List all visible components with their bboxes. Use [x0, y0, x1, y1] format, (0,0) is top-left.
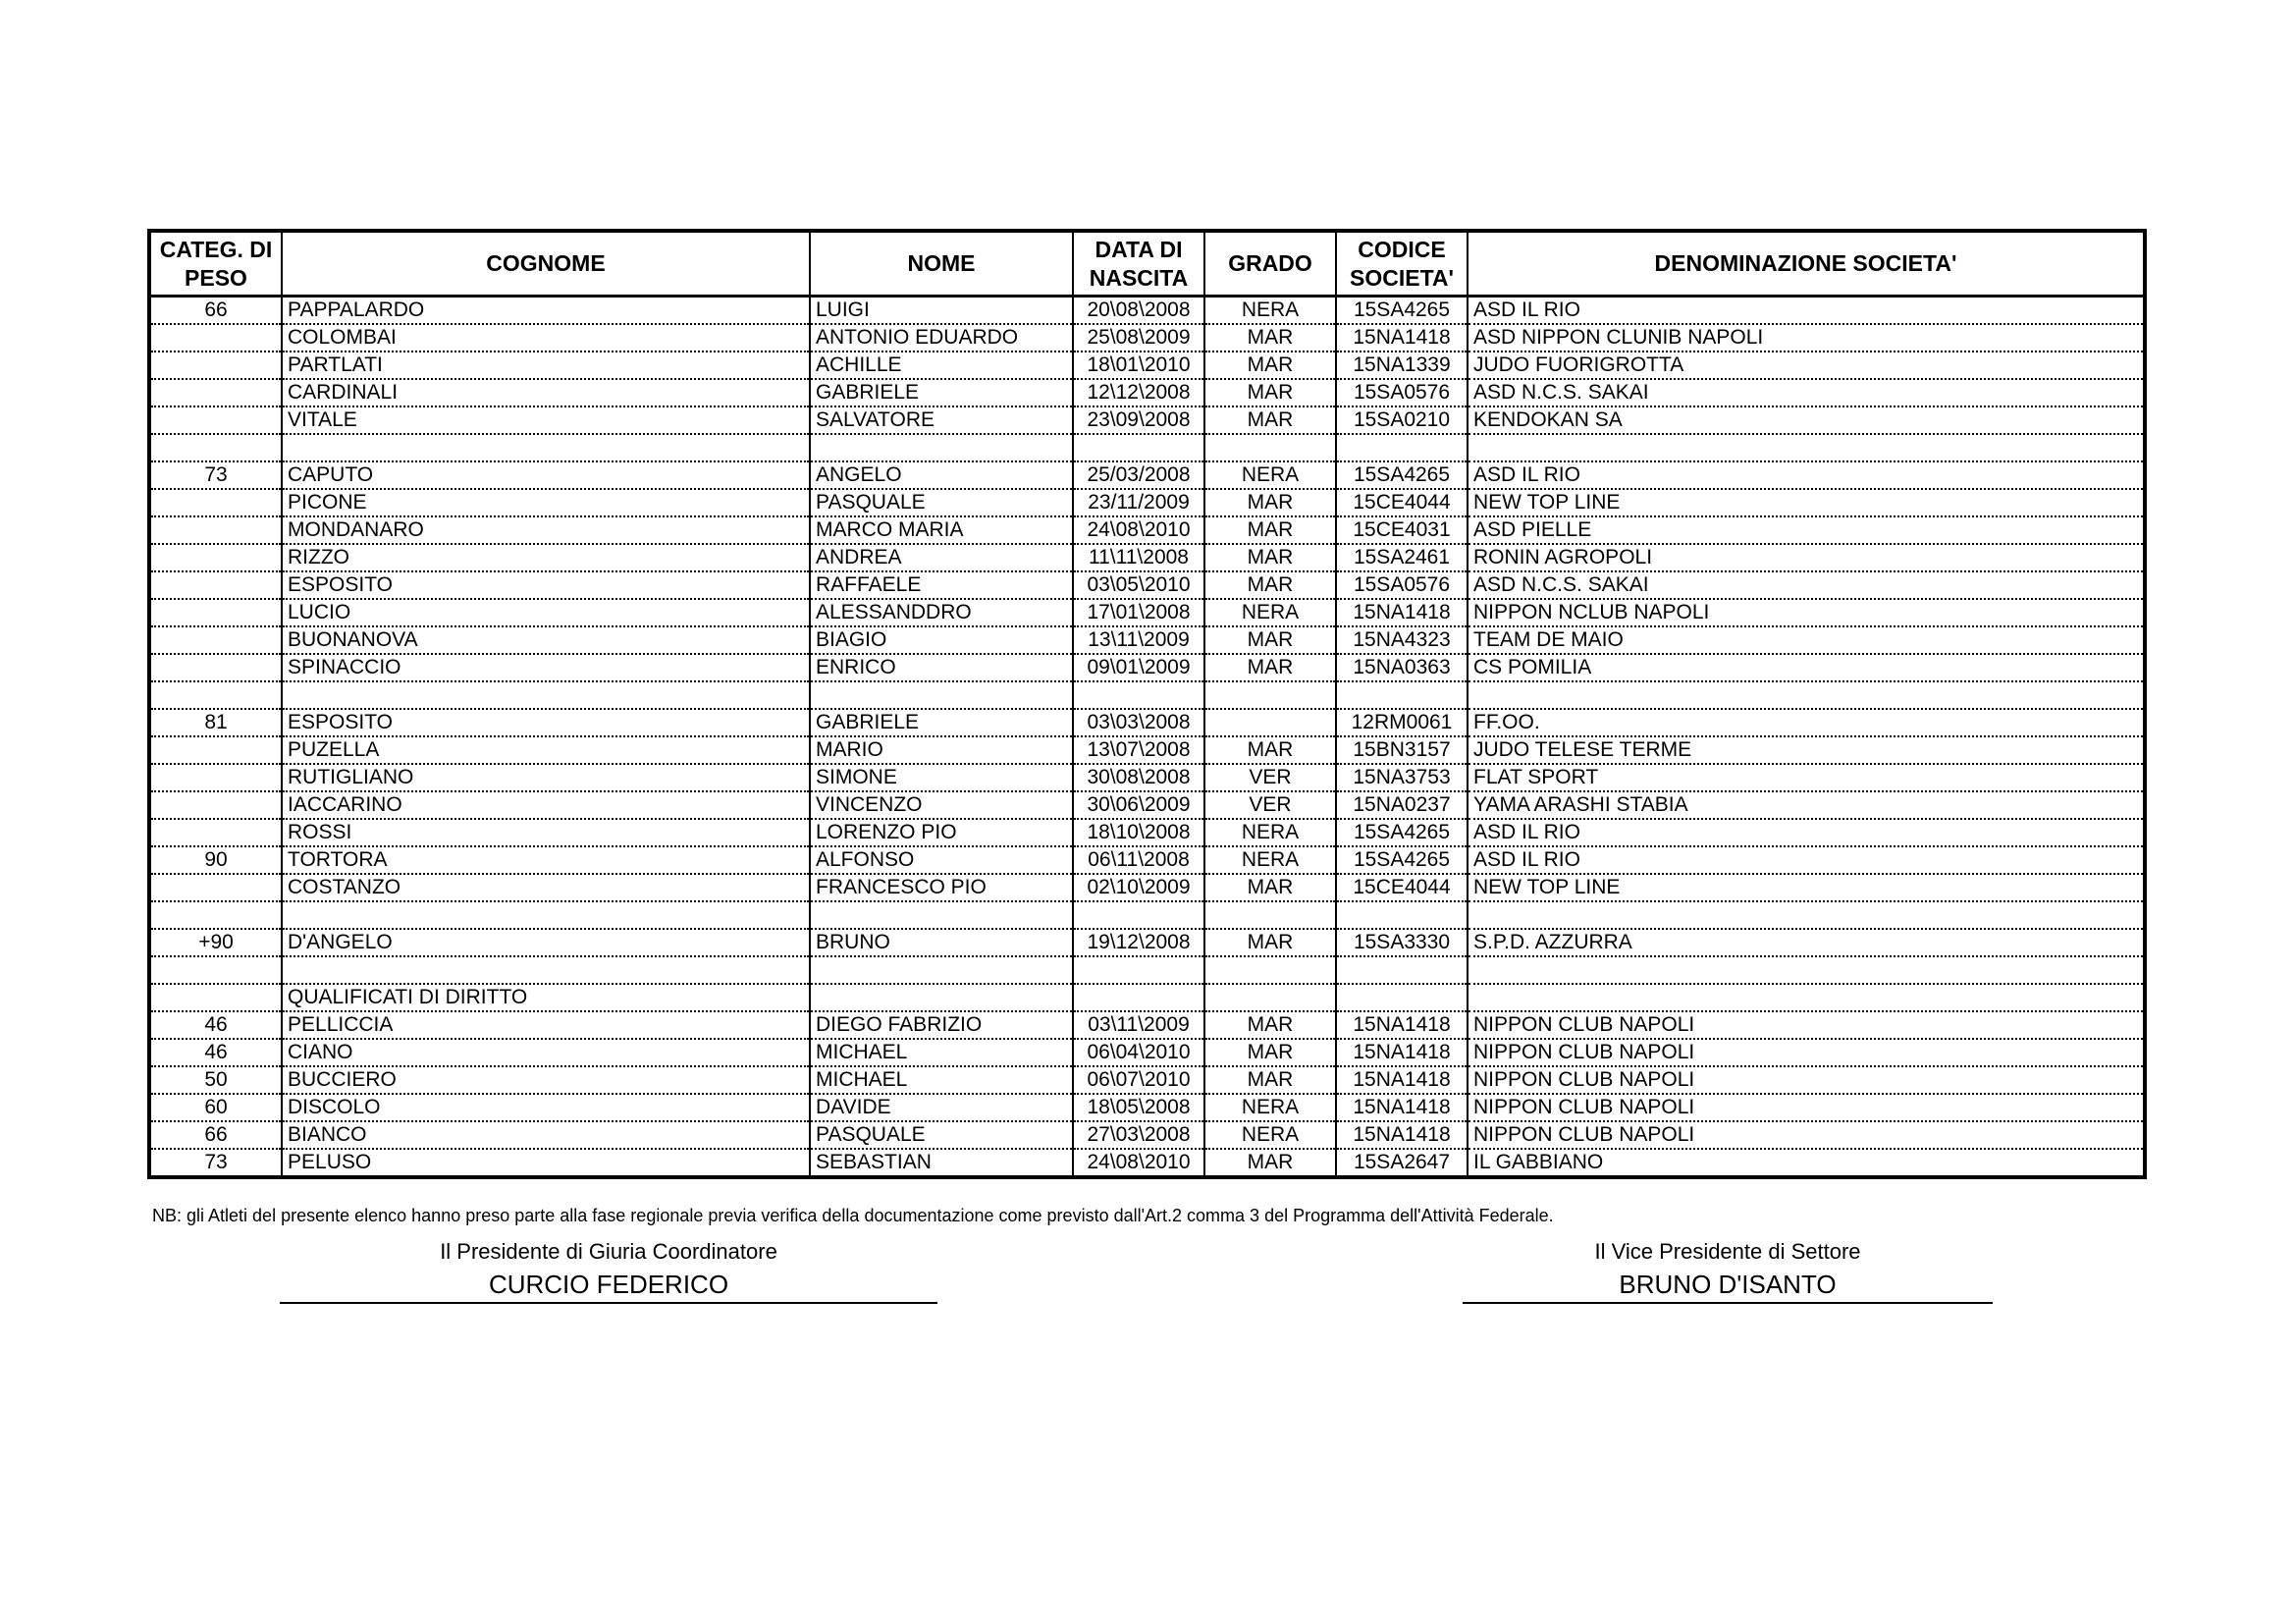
table-row	[151, 1066, 2143, 1094]
cell-grado	[1204, 681, 1336, 709]
signature-name-right: BRUNO D'ISANTO	[1463, 1269, 1993, 1304]
cell-cognome: VITALE	[282, 406, 810, 434]
table-row	[151, 874, 2143, 901]
cell-data-nascita: 03\11\2009	[1073, 1011, 1204, 1039]
cell-nome: ANGELO	[810, 461, 1073, 489]
cell-peso	[151, 379, 282, 406]
table-row	[151, 1011, 2143, 1039]
cell-codice: 15NA1418	[1336, 1121, 1468, 1149]
cell-societa: JUDO FUORIGROTTA	[1468, 352, 2143, 379]
header-codice-societa: CODICE SOCIETA'	[1336, 233, 1468, 297]
cell-peso: 81	[151, 709, 282, 736]
table-row	[151, 352, 2143, 379]
cell-data-nascita: 23\09\2008	[1073, 406, 1204, 434]
cell-codice: 15SA0576	[1336, 571, 1468, 599]
cell-cognome	[282, 681, 810, 709]
cell-nome: MARIO	[810, 736, 1073, 764]
cell-peso: 73	[204, 1151, 228, 1173]
table-row	[151, 984, 2143, 1011]
cell-codice	[1336, 984, 1468, 1011]
cell-peso	[151, 956, 282, 984]
cell-cognome: ESPOSITO	[282, 709, 810, 736]
cell-codice	[1336, 681, 1468, 709]
cell-data-nascita: 24\08\2010	[1073, 516, 1204, 544]
cell-societa: ASD PIELLE	[1468, 516, 2143, 544]
cell-peso	[151, 324, 282, 352]
cell-societa: ASD N.C.S. SAKAI	[1468, 571, 2143, 599]
cell-grado: NERA	[1204, 297, 1336, 325]
cell-peso: 90	[151, 846, 282, 874]
cell-societa: ASD IL RIO	[1468, 297, 2143, 325]
cell-peso: 50	[151, 1066, 282, 1094]
cell-codice: 15SA3330	[1336, 929, 1468, 956]
cell-cognome: D'ANGELO	[282, 929, 810, 956]
cell-data-nascita: 13\07\2008	[1073, 736, 1204, 764]
cell-codice: 15NA0363	[1336, 654, 1468, 681]
table-row	[151, 1039, 2143, 1066]
signature-name-left: CURCIO FEDERICO	[280, 1269, 937, 1304]
cell-societa: NIPPON CLUB NAPOLI	[1468, 1011, 2143, 1039]
cell-codice	[1336, 956, 1468, 984]
cell-nome: MICHAEL	[810, 1066, 1073, 1094]
table-header-row	[151, 233, 2143, 297]
table-row	[151, 489, 2143, 516]
cell-nome: DAVIDE	[810, 1094, 1073, 1121]
cell-data-nascita: 20\08\2008	[1073, 297, 1204, 325]
cell-nome: DIEGO FABRIZIO	[810, 1011, 1073, 1039]
cell-grado: MAR	[1204, 406, 1336, 434]
cell-codice: 15NA4323	[1336, 626, 1468, 654]
cell-peso: 60	[151, 1094, 282, 1121]
cell-nome: GABRIELE	[810, 379, 1073, 406]
cell-grado: MAR	[1204, 571, 1336, 599]
cell-nome: LUIGI	[810, 297, 1073, 325]
table-row	[151, 1149, 2143, 1175]
cell-grado: NERA	[1204, 599, 1336, 626]
cell-grado: MAR	[1204, 1149, 1336, 1175]
cell-peso	[151, 406, 282, 434]
cell-codice: 15NA1418	[1336, 599, 1468, 626]
cell-grado	[1204, 434, 1336, 461]
cell-nome: GABRIELE	[810, 709, 1073, 736]
cell-peso	[151, 516, 282, 544]
header-categ-peso: CATEG. DI PESO	[151, 233, 282, 297]
cell-data-nascita: 03\03\2008	[1073, 709, 1204, 736]
cell-data-nascita: 06\04\2010	[1073, 1039, 1204, 1066]
cell-codice: 15NA3753	[1336, 764, 1468, 791]
table-row	[151, 544, 2143, 571]
cell-data-nascita: 18\10\2008	[1073, 819, 1204, 846]
cell-societa: FLAT SPORT	[1468, 764, 2143, 791]
cell-peso	[151, 599, 282, 626]
cell-data-nascita: 27\03\2008	[1073, 1121, 1204, 1149]
cell-grado: MAR	[1204, 654, 1336, 681]
cell-peso: 66	[151, 297, 282, 325]
header-cognome: COGNOME	[282, 233, 810, 297]
cell-data-nascita: 03\05\2010	[1073, 571, 1204, 599]
cell-nome	[810, 681, 1073, 709]
table-row	[151, 516, 2143, 544]
cell-cognome	[282, 901, 810, 929]
cell-grado: VER	[1204, 764, 1336, 791]
cell-codice: 15SA0576	[1336, 379, 1468, 406]
cell-peso	[151, 901, 282, 929]
cell-cognome: DISCOLO	[282, 1094, 810, 1121]
cell-data-nascita	[1073, 984, 1204, 1011]
cell-grado: MAR	[1204, 736, 1336, 764]
cell-grado: MAR	[1204, 489, 1336, 516]
cell-cognome: IACCARINO	[282, 791, 810, 819]
cell-societa: ASD IL RIO	[1468, 819, 2143, 846]
cell-cognome: COLOMBAI	[282, 324, 810, 352]
cell-societa: FF.OO.	[1468, 709, 2143, 736]
cell-codice: 15CE4044	[1336, 874, 1468, 901]
cell-data-nascita: 30\08\2008	[1073, 764, 1204, 791]
signature-block-right	[1463, 1239, 1993, 1304]
table-row	[151, 901, 2143, 929]
cell-cognome: BIANCO	[282, 1121, 810, 1149]
header-denominazione-societa: DENOMINAZIONE SOCIETA'	[1468, 233, 2143, 297]
cell-cognome: CIANO	[282, 1039, 810, 1066]
cell-grado: MAR	[1204, 1011, 1336, 1039]
cell-codice: 12RM0061	[1336, 709, 1468, 736]
athlete-table-frame	[147, 229, 2147, 1179]
cell-societa: TEAM DE MAIO	[1468, 626, 2143, 654]
cell-grado: NERA	[1204, 1094, 1336, 1121]
cell-data-nascita: 19\12\2008	[1073, 929, 1204, 956]
header-nome: NOME	[810, 233, 1073, 297]
cell-nome: LORENZO PIO	[810, 819, 1073, 846]
cell-data-nascita: 17\01\2008	[1073, 599, 1204, 626]
cell-societa	[1468, 956, 2143, 984]
cell-societa: NIPPON CLUB NAPOLI	[1468, 1066, 2143, 1094]
cell-societa: RONIN AGROPOLI	[1468, 544, 2143, 571]
cell-societa: CS POMILIA	[1468, 654, 2143, 681]
cell-codice: 15NA1418	[1336, 1066, 1468, 1094]
cell-grado: NERA	[1204, 846, 1336, 874]
cell-cognome	[282, 434, 810, 461]
cell-codice: 15NA1418	[1336, 1011, 1468, 1039]
cell-data-nascita	[1073, 434, 1204, 461]
cell-grado	[1204, 984, 1336, 1011]
cell-nome: VINCENZO	[810, 791, 1073, 819]
cell-grado: MAR	[1204, 544, 1336, 571]
cell-peso: +90	[151, 929, 282, 956]
cell-cognome: ROSSI	[282, 819, 810, 846]
cell-peso	[151, 764, 282, 791]
cell-grado	[1204, 901, 1336, 929]
cell-societa: S.P.D. AZZURRA	[1468, 929, 2143, 956]
cell-codice: 15NA0237	[1336, 791, 1468, 819]
cell-societa: NIPPON CLUB NAPOLI	[1468, 1121, 2143, 1149]
table-row	[151, 736, 2143, 764]
cell-societa: NEW TOP LINE	[1468, 874, 2143, 901]
cell-cognome: TORTORA	[282, 846, 810, 874]
cell-cognome: PARTLATI	[282, 352, 810, 379]
cell-peso	[151, 571, 282, 599]
cell-cognome: SPINACCIO	[282, 654, 810, 681]
cell-cognome: PAPPALARDO	[282, 297, 810, 325]
cell-grado: MAR	[1204, 929, 1336, 956]
cell-grado: MAR	[1204, 1039, 1336, 1066]
cell-cognome: QUALIFICATI DI DIRITTO	[282, 984, 810, 1011]
table-row	[151, 819, 2143, 846]
cell-codice: 15SA4265	[1336, 461, 1468, 489]
footnote: NB: gli Atleti del presente elenco hanno preso parte alla fase regionale previa verifica della documentazione come previsto dall'Art.2 comma 3 del Programma dell'Attività Federale.	[152, 1206, 1554, 1225]
cell-codice	[1336, 434, 1468, 461]
cell-codice: 15SA4265	[1336, 297, 1468, 325]
table-row	[151, 1121, 2143, 1149]
cell-societa: NIPPON CLUB NAPOLI	[1468, 1094, 2143, 1121]
cell-peso	[151, 544, 282, 571]
cell-codice: 15SA2461	[1336, 544, 1468, 571]
cell-peso	[151, 352, 282, 379]
cell-grado: NERA	[1204, 819, 1336, 846]
cell-peso: 73	[151, 461, 282, 489]
table-body	[151, 297, 2143, 1176]
cell-societa	[1468, 901, 2143, 929]
table-row	[151, 791, 2143, 819]
table-row	[151, 956, 2143, 984]
header-data-nascita: DATA DI NASCITA	[1073, 233, 1204, 297]
cell-codice: 15SA2647	[1336, 1149, 1468, 1175]
cell-codice: 15SA0210	[1336, 406, 1468, 434]
cell-peso	[151, 434, 282, 461]
table-row	[151, 324, 2143, 352]
cell-data-nascita: 13\11\2009	[1073, 626, 1204, 654]
table-row	[151, 654, 2143, 681]
cell-cognome: CARDINALI	[282, 379, 810, 406]
cell-societa	[1468, 984, 2143, 1011]
cell-nome: ACHILLE	[810, 352, 1073, 379]
table-row	[151, 461, 2143, 489]
cell-grado: MAR	[1204, 324, 1336, 352]
table-row	[151, 1094, 2143, 1121]
cell-societa	[1468, 434, 2143, 461]
cell-codice: 15NA1418	[1336, 1039, 1468, 1066]
cell-grado	[1204, 709, 1336, 736]
cell-societa: ASD N.C.S. SAKAI	[1468, 379, 2143, 406]
cell-cognome: PELUSO	[282, 1149, 810, 1175]
cell-cognome: PICONE	[282, 489, 810, 516]
cell-societa: ASD IL RIO	[1468, 461, 2143, 489]
cell-societa: IL GABBIANO	[1468, 1149, 2143, 1175]
cell-nome: SEBASTIAN	[810, 1149, 1073, 1175]
cell-grado: NERA	[1204, 461, 1336, 489]
cell-codice: 15BN3157	[1336, 736, 1468, 764]
cell-data-nascita: 25/03/2008	[1073, 461, 1204, 489]
cell-cognome: BUONANOVA	[282, 626, 810, 654]
signature-title-left: Il Presidente di Giuria Coordinatore	[440, 1239, 777, 1264]
cell-nome: SIMONE	[810, 764, 1073, 791]
cell-peso	[151, 819, 282, 846]
cell-cognome	[282, 956, 810, 984]
cell-codice: 15SA4265	[1336, 846, 1468, 874]
cell-nome: RAFFAELE	[810, 571, 1073, 599]
cell-peso: 66	[151, 1121, 282, 1149]
cell-codice: 15NA1418	[1336, 324, 1468, 352]
cell-codice	[1336, 901, 1468, 929]
cell-peso: 46	[151, 1039, 282, 1066]
cell-cognome: PELLICCIA	[282, 1011, 810, 1039]
table-row	[151, 599, 2143, 626]
cell-peso	[151, 791, 282, 819]
cell-codice: 15CE4044	[1336, 489, 1468, 516]
cell-grado: MAR	[1204, 352, 1336, 379]
cell-nome: ALFONSO	[810, 846, 1073, 874]
cell-cognome: ESPOSITO	[282, 571, 810, 599]
cell-nome: ANDREA	[810, 544, 1073, 571]
cell-peso: 46	[151, 1011, 282, 1039]
cell-data-nascita: 06\07\2010	[1073, 1066, 1204, 1094]
signature-title-right: Il Vice Presidente di Settore	[1594, 1239, 1861, 1264]
table-row	[151, 434, 2143, 461]
table-row	[151, 681, 2143, 709]
cell-data-nascita: 24\08\2010	[1073, 1149, 1204, 1175]
cell-societa: YAMA ARASHI STABIA	[1468, 791, 2143, 819]
cell-nome: PASQUALE	[810, 489, 1073, 516]
cell-societa: NIPPON CLUB NAPOLI	[1468, 1039, 2143, 1066]
cell-societa: KENDOKAN SA	[1468, 406, 2143, 434]
cell-data-nascita	[1073, 901, 1204, 929]
cell-grado: VER	[1204, 791, 1336, 819]
cell-peso	[151, 654, 282, 681]
cell-cognome: CAPUTO	[282, 461, 810, 489]
table-row	[151, 709, 2143, 736]
cell-data-nascita: 09\01\2009	[1073, 654, 1204, 681]
cell-nome: MARCO MARIA	[810, 516, 1073, 544]
cell-societa	[1468, 681, 2143, 709]
cell-nome: ENRICO	[810, 654, 1073, 681]
cell-codice: 15SA4265	[1336, 819, 1468, 846]
cell-cognome: RIZZO	[282, 544, 810, 571]
cell-grado: MAR	[1204, 874, 1336, 901]
cell-societa: NEW TOP LINE	[1468, 489, 2143, 516]
cell-societa: JUDO TELESE TERME	[1468, 736, 2143, 764]
cell-nome: MICHAEL	[810, 1039, 1073, 1066]
cell-societa: ASD IL RIO	[1468, 846, 2143, 874]
table-row	[151, 846, 2143, 874]
table-row	[151, 571, 2143, 599]
table-row	[151, 929, 2143, 956]
cell-data-nascita	[1073, 956, 1204, 984]
cell-grado: MAR	[1204, 516, 1336, 544]
cell-nome: BIAGIO	[810, 626, 1073, 654]
table-row	[151, 379, 2143, 406]
cell-nome	[810, 901, 1073, 929]
header-grado: GRADO	[1204, 233, 1336, 297]
table-row	[151, 626, 2143, 654]
cell-data-nascita: 06\11\2008	[1073, 846, 1204, 874]
cell-codice: 15NA1418	[1336, 1094, 1468, 1121]
table-row	[151, 297, 2143, 325]
cell-data-nascita: 30\06\2009	[1073, 791, 1204, 819]
cell-data-nascita: 18\05\2008	[1073, 1094, 1204, 1121]
cell-cognome: PUZELLA	[282, 736, 810, 764]
signature-block-left	[280, 1239, 937, 1304]
cell-data-nascita: 18\01\2010	[1073, 352, 1204, 379]
cell-nome	[810, 984, 1073, 1011]
cell-nome: ALESSANDDRO	[810, 599, 1073, 626]
cell-grado: MAR	[1204, 626, 1336, 654]
cell-peso	[151, 681, 282, 709]
cell-peso	[151, 736, 282, 764]
cell-data-nascita: 11\11\2008	[1073, 544, 1204, 571]
cell-peso	[151, 984, 282, 1011]
cell-nome: FRANCESCO PIO	[810, 874, 1073, 901]
cell-peso	[151, 489, 282, 516]
cell-cognome: MONDANARO	[282, 516, 810, 544]
cell-nome	[810, 956, 1073, 984]
cell-grado: MAR	[1204, 1066, 1336, 1094]
cell-nome	[810, 434, 1073, 461]
cell-cognome: BUCCIERO	[282, 1066, 810, 1094]
cell-data-nascita: 23/11/2009	[1073, 489, 1204, 516]
cell-nome: SALVATORE	[810, 406, 1073, 434]
cell-peso	[151, 626, 282, 654]
cell-codice: 15CE4031	[1336, 516, 1468, 544]
cell-cognome: LUCIO	[282, 599, 810, 626]
cell-nome: PASQUALE	[810, 1121, 1073, 1149]
cell-nome: ANTONIO EDUARDO	[810, 324, 1073, 352]
cell-societa: NIPPON NCLUB NAPOLI	[1468, 599, 2143, 626]
cell-societa: ASD NIPPON CLUNIB NAPOLI	[1468, 324, 2143, 352]
cell-cognome: COSTANZO	[282, 874, 810, 901]
cell-data-nascita: 25\08\2009	[1073, 324, 1204, 352]
cell-grado: MAR	[1204, 379, 1336, 406]
cell-data-nascita: 02\10\2009	[1073, 874, 1204, 901]
table-row	[151, 764, 2143, 791]
cell-data-nascita	[1073, 681, 1204, 709]
cell-codice: 15NA1339	[1336, 352, 1468, 379]
cell-cognome: RUTIGLIANO	[282, 764, 810, 791]
cell-grado	[1204, 956, 1336, 984]
cell-nome: BRUNO	[810, 929, 1073, 956]
athlete-table	[151, 233, 2143, 1175]
table-row	[151, 406, 2143, 434]
cell-data-nascita: 12\12\2008	[1073, 379, 1204, 406]
cell-grado: NERA	[1204, 1121, 1336, 1149]
cell-peso	[151, 874, 282, 901]
